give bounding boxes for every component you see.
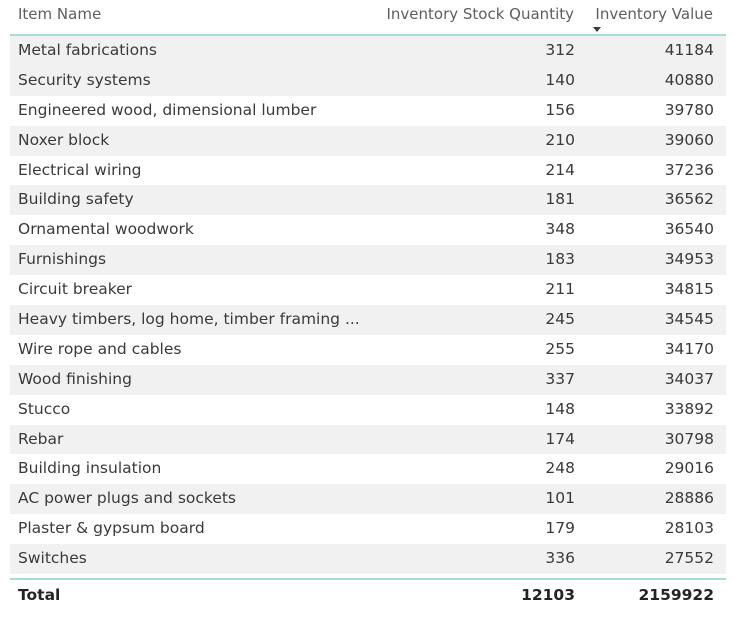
table-row[interactable]	[10, 365, 726, 395]
total-label: Total	[18, 586, 61, 605]
sort-descending-icon[interactable]	[593, 27, 601, 32]
cell-inventory-value: 41184	[664, 41, 714, 59]
cell-item-name: Circuit breaker	[18, 280, 133, 299]
table-header	[10, 0, 726, 36]
cell-item-name: Ornamental woodwork	[18, 220, 194, 239]
table-row[interactable]	[10, 425, 726, 455]
cell-item-name: Plaster & gypsum board	[18, 519, 205, 538]
cell-stock-quantity: 101	[545, 489, 575, 508]
cell-stock-quantity: 348	[545, 220, 575, 239]
cell-item-name: Wire rope and cables	[18, 339, 182, 358]
cell-item-name: Heavy timbers, log home, timber framing ...	[18, 310, 360, 329]
cell-stock-quantity: 336	[545, 549, 575, 568]
cell-inventory-value: 34170	[664, 339, 714, 358]
cell-stock-quantity: 214	[545, 160, 575, 179]
cell-item-name: Metal fabrications	[18, 41, 157, 59]
cell-inventory-value: 39060	[664, 130, 714, 149]
table-row[interactable]	[10, 66, 726, 96]
cell-item-name: Engineered wood, dimensional lumber	[18, 100, 317, 119]
table-row[interactable]	[10, 215, 726, 245]
cell-stock-quantity: 181	[545, 190, 575, 209]
cell-inventory-value: 39780	[664, 100, 714, 119]
cell-item-name: Furnishings	[18, 250, 107, 269]
cell-inventory-value: 36540	[664, 220, 714, 239]
table-row[interactable]	[10, 245, 726, 275]
cell-stock-quantity: 245	[545, 310, 575, 329]
cell-inventory-value: 33892	[664, 399, 714, 418]
table-body	[10, 36, 726, 574]
total-stock-quantity: 12103	[521, 586, 575, 605]
inventory-table	[10, 0, 726, 612]
table-row[interactable]	[10, 156, 726, 186]
table-row[interactable]	[10, 126, 726, 156]
cell-inventory-value: 27552	[664, 549, 714, 568]
cell-item-name: Stucco	[18, 399, 71, 418]
cell-inventory-value: 34815	[664, 280, 714, 299]
cell-item-name: Switches	[18, 549, 87, 568]
total-inventory-value: 2159922	[638, 586, 714, 605]
cell-item-name: Noxer block	[18, 130, 110, 149]
cell-stock-quantity: 183	[545, 250, 575, 269]
cell-item-name: Building insulation	[18, 459, 162, 478]
cell-stock-quantity: 255	[545, 339, 575, 358]
cell-inventory-value: 29016	[664, 459, 714, 478]
table-row[interactable]	[10, 514, 726, 544]
column-header-inventory-value[interactable]: Inventory Value	[595, 5, 713, 23]
table-row[interactable]	[10, 484, 726, 514]
cell-item-name: AC power plugs and sockets	[18, 489, 237, 508]
cell-inventory-value: 40880	[664, 70, 714, 89]
cell-inventory-value: 30798	[664, 429, 714, 448]
cell-inventory-value: 28886	[664, 489, 714, 508]
cell-item-name: Building safety	[18, 190, 134, 209]
cell-stock-quantity: 312	[545, 41, 575, 59]
table-row[interactable]	[10, 305, 726, 335]
cell-stock-quantity: 179	[545, 519, 575, 538]
table-row[interactable]	[10, 275, 726, 305]
column-header-item-name[interactable]: Item Name	[18, 5, 102, 23]
column-header-stock-quantity[interactable]: Inventory Stock Quantity	[386, 5, 574, 23]
cell-stock-quantity: 337	[545, 369, 575, 388]
cell-stock-quantity: 174	[545, 429, 575, 448]
cell-stock-quantity: 210	[545, 130, 575, 149]
table-row[interactable]	[10, 544, 726, 574]
cell-inventory-value: 28103	[664, 519, 714, 538]
cell-inventory-value: 34953	[664, 250, 714, 269]
cell-stock-quantity: 156	[545, 100, 575, 119]
cell-item-name: Security systems	[18, 70, 151, 89]
table-row[interactable]	[10, 185, 726, 215]
total-row	[10, 578, 726, 612]
cell-stock-quantity: 248	[545, 459, 575, 478]
table-row[interactable]	[10, 395, 726, 425]
cell-item-name: Rebar	[18, 429, 64, 448]
cell-inventory-value: 34037	[664, 369, 714, 388]
cell-stock-quantity: 148	[545, 399, 575, 418]
cell-stock-quantity: 140	[545, 70, 575, 89]
cell-item-name: Wood finishing	[18, 369, 132, 388]
cell-stock-quantity: 211	[545, 280, 575, 299]
cell-inventory-value: 37236	[664, 160, 714, 179]
cell-inventory-value: 36562	[664, 190, 714, 209]
table-row[interactable]	[10, 335, 726, 365]
table-row[interactable]	[10, 36, 726, 66]
table-row[interactable]	[10, 96, 726, 126]
table-row[interactable]	[10, 454, 726, 484]
cell-item-name: Electrical wiring	[18, 160, 142, 179]
cell-inventory-value: 34545	[664, 310, 714, 329]
